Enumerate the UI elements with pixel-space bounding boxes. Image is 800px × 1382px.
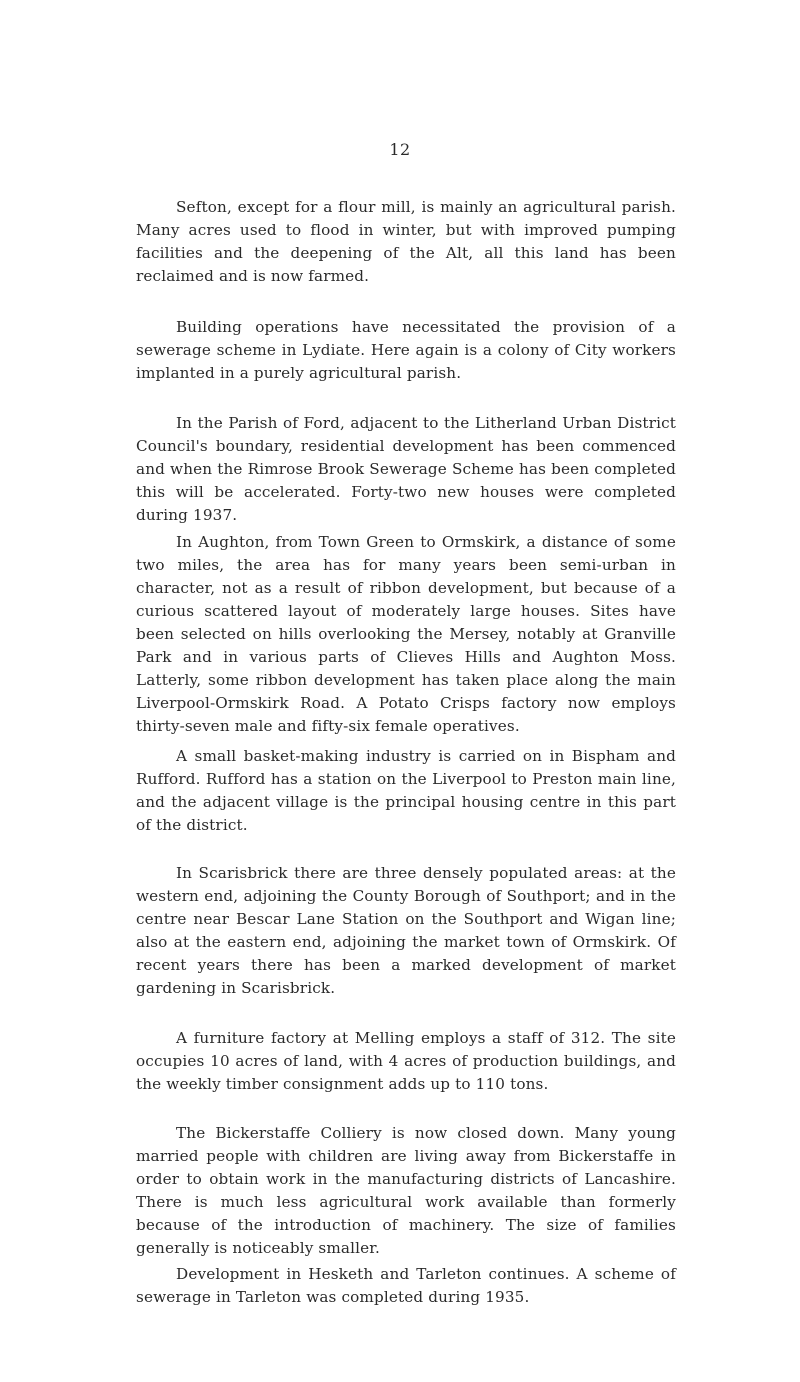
paragraph-lydiate: Building operations have necessitated the provision of a sewerage scheme in Lydiate. Here again is a colony of City workers implanted in a purely agricultural parish. (136, 318, 676, 382)
paragraph-aughton: In Aughton, from Town Green to Ormskirk, a distance of some two miles, the area has for many years been semi-urban in character, not as a result of ribbon development, but because of a curious scattered layout of moderately large houses. Sites have been selected on hills overlooking the Mersey, notably at Granville Park and in various parts of Clieves Hills and Aughton Moss. Latterly, some ribbon development has taken place along the main Liverpool-Ormskirk Road. A Potato Crisps factory now employs thirty-seven male and fifty-six female operatives. (136, 533, 676, 735)
paragraph-scarisbrick: In Scarisbrick there are three densely populated areas: at the western end, adjoining the County Borough of Southport; and in the centre near Bescar Lane Station on the Southport and Wigan line; also at the eastern end, adjoining the market town of Ormskirk. Of recent years there has been a marked development of market gardening in Scarisbrick. (136, 864, 676, 997)
paragraph-melling: A furniture factory at Melling employs a staff of 312. The site occupies 10 acres of land, with 4 acres of production buildings, and the weekly timber consignment adds up to 110 tons. (136, 1029, 676, 1093)
paragraph-ford: In the Parish of Ford, adjacent to the Litherland Urban District Council's boundary, residential development has been commenced and when the Rimrose Brook Sewerage Scheme has been completed this will be accelerated. Forty-two new houses were completed during 1937. (136, 414, 676, 524)
paragraph-hesketh-tarleton: Development in Hesketh and Tarleton continues. A scheme of sewerage in Tarleton was completed during 1935. (136, 1265, 676, 1306)
paragraph-bickerstaffe: The Bickerstaffe Colliery is now closed down. Many young married people with children are living away from Bickerstaffe in order to obtain work in the manufacturing districts of Lancashire. There is much less agricultural work available than formerly because of the introduction of machinery. The size of families generally is noticeably smaller. (136, 1124, 676, 1257)
page-number: 12 (389, 140, 411, 159)
paragraph-bispham-rufford: A small basket-making industry is carried on in Bispham and Rufford. Rufford has a station on the Liverpool to Preston main line, and the adjacent village is the principal housing centre in this part of the district. (136, 747, 676, 834)
paragraph-sefton: Sefton, except for a flour mill, is mainly an agricultural parish. Many acres used to flood in winter, but with improved pumping facilities and the deepening of the Alt, all this land has been reclaimed and is now farmed. (136, 198, 676, 285)
